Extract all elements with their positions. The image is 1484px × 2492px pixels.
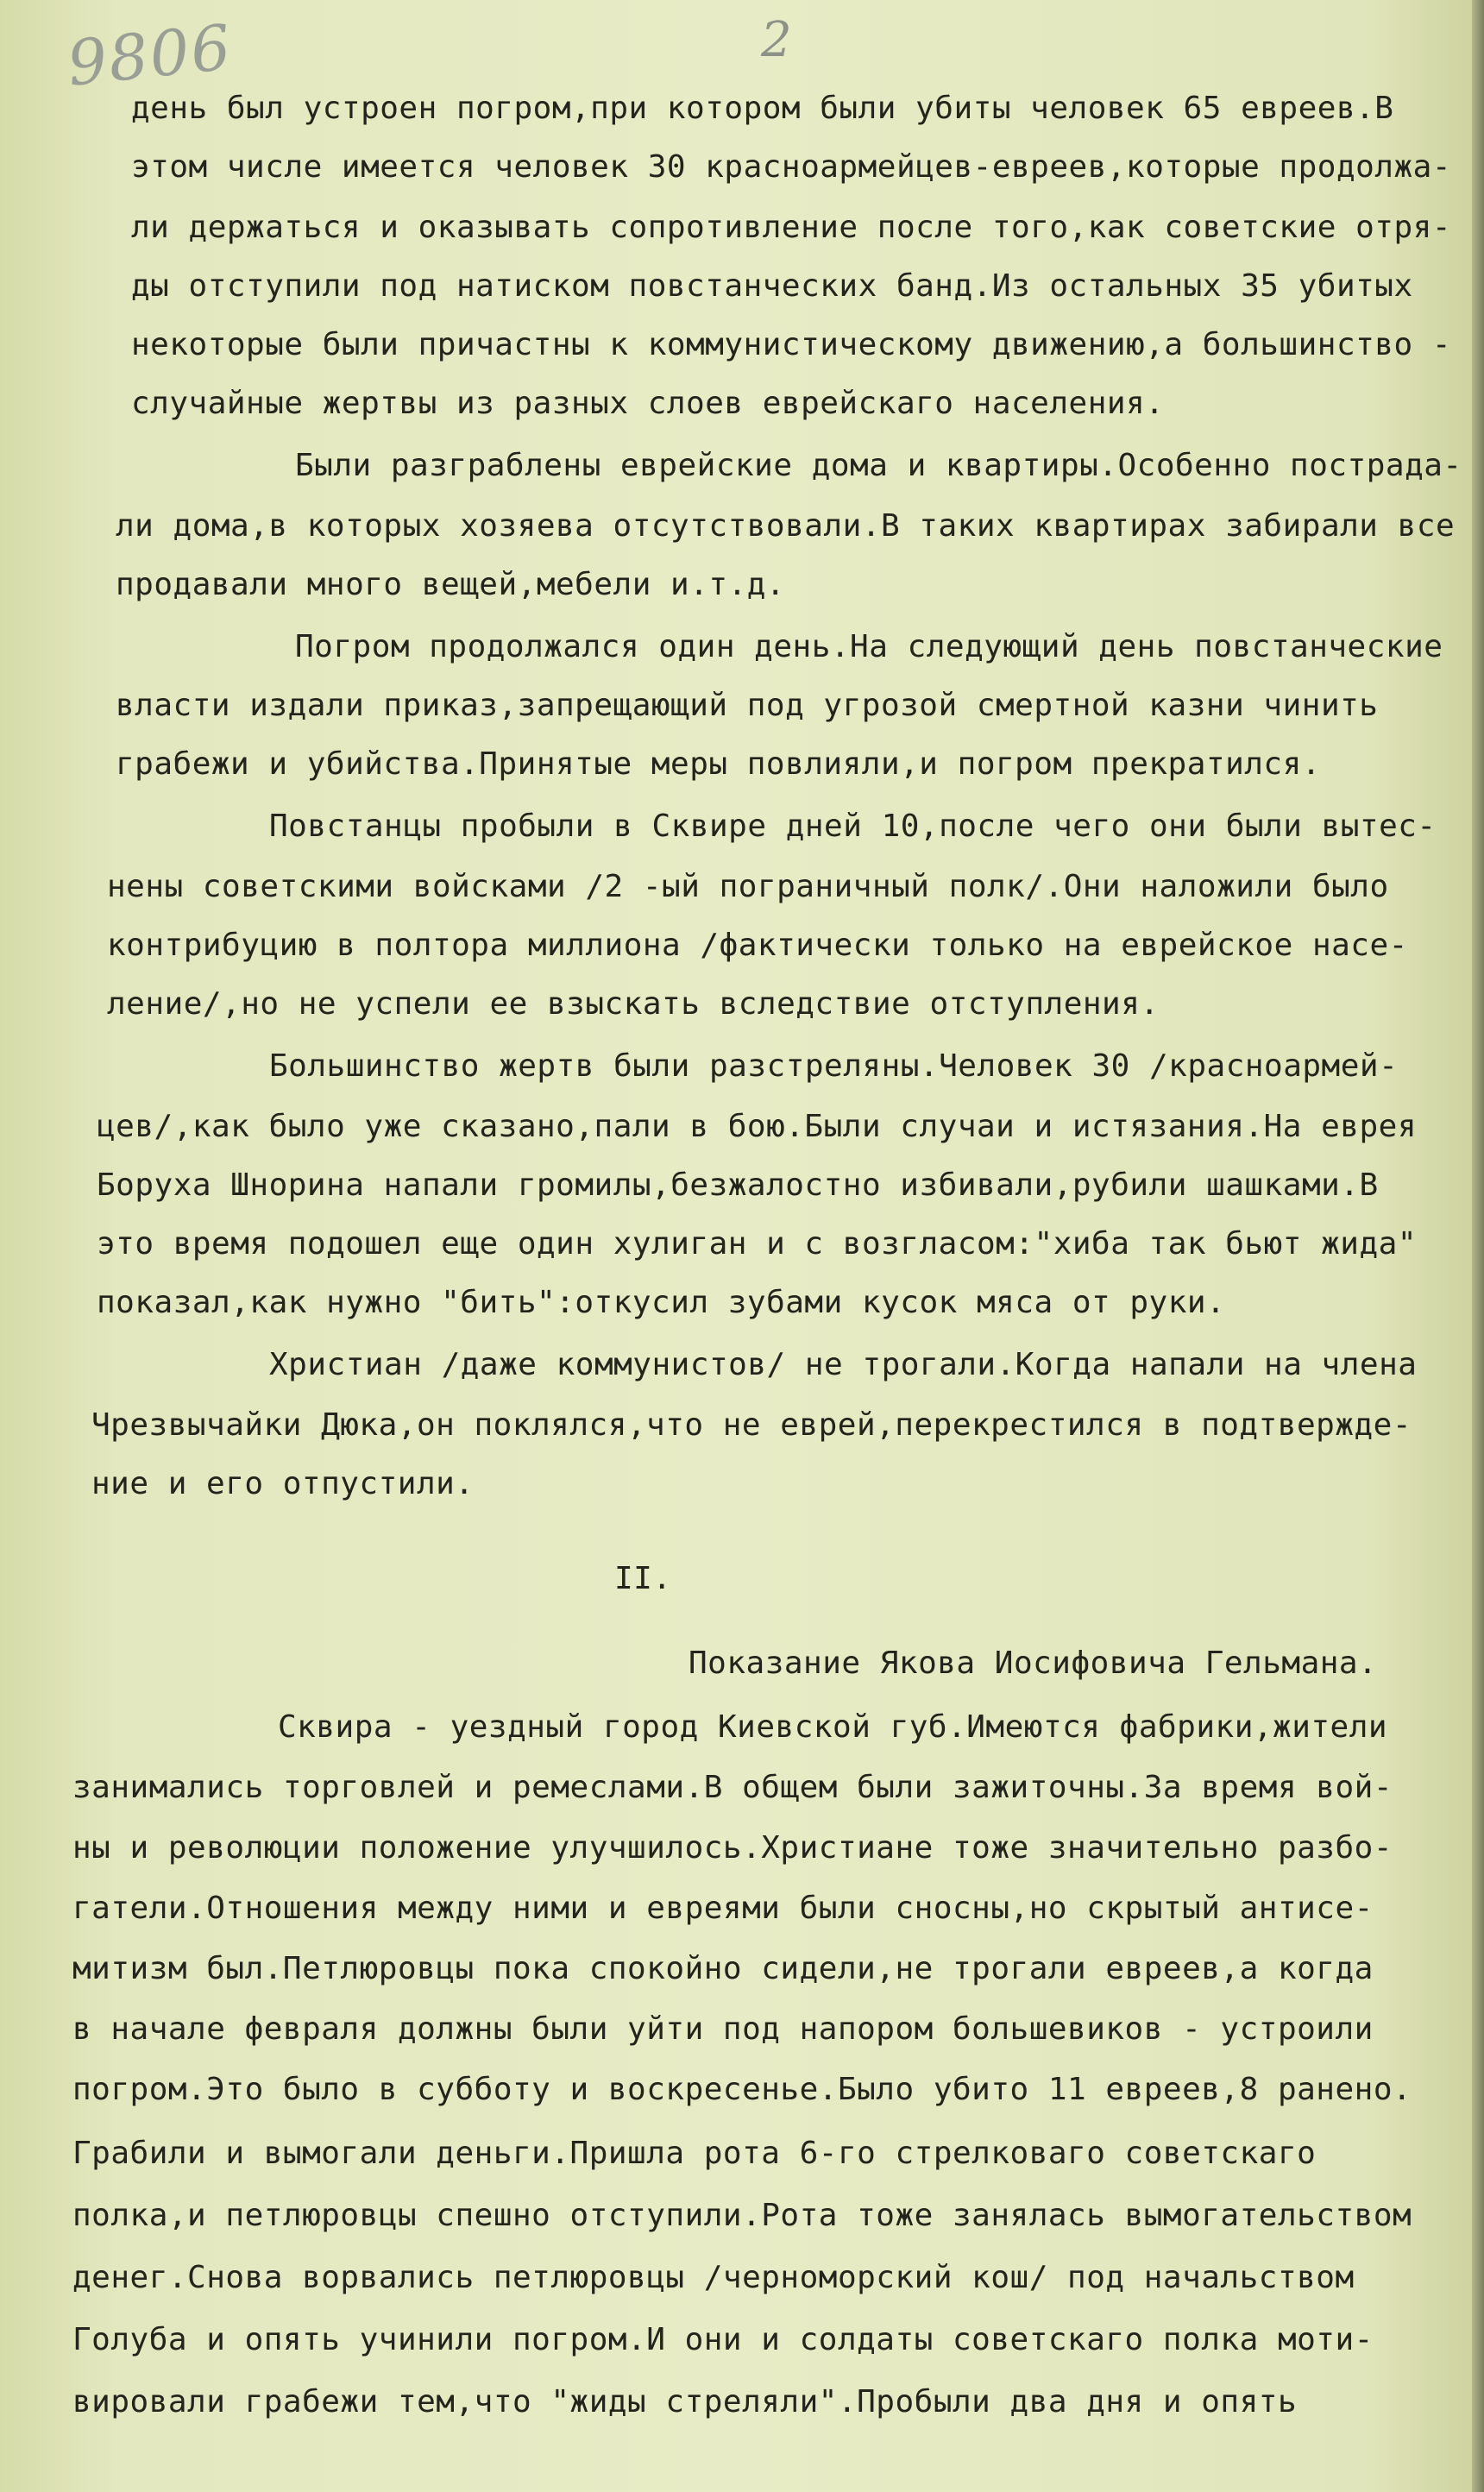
text-line: погром.Это было в субботу и воскресенье.Было убито 11 евреев,8 ранено. <box>72 2072 1412 2107</box>
text-line: цев/,как было уже сказано,пали в бою.Были случаи и истязания.На еврея <box>97 1109 1417 1144</box>
section-number: II. <box>614 1561 672 1596</box>
archive-number: 9806 <box>64 10 236 100</box>
text-line: Были разграблены еврейские дома и квартиры.Особенно пострада- <box>295 448 1462 483</box>
text-line: Голуба и опять учинили погром.И они и солдаты советскаго полка моти- <box>72 2322 1374 2357</box>
page-number: 2 <box>761 12 792 68</box>
text-line: вировали грабежи тем,что "жиды стреляли".Пробыли два дня и опять <box>72 2384 1298 2420</box>
text-line: ли держаться и оказывать сопротивление после того,как советские отря- <box>131 210 1451 245</box>
text-line: грабежи и убийства.Принятые меры повлияли,и погром прекратился. <box>116 746 1321 782</box>
text-line: Сквира - уездный город Киевской губ.Имеются фабрики,жители <box>278 1709 1388 1745</box>
text-line: Большинство жертв были разстреляны.Человек 30 /красноармей- <box>269 1048 1399 1084</box>
text-line: контрибуцию в полтора миллиона /фактически только на еврейское насе- <box>107 928 1408 963</box>
text-line: этом числе имеется человек 30 красноармейцев-евреев,которые продолжа- <box>131 149 1451 185</box>
text-line: Чрезвычайки Дюка,он поклялся,что не еврей,перекрестился в подтвержде- <box>91 1407 1412 1443</box>
text-line: Погром продолжался один день.На следующий день повстанческие <box>295 629 1443 664</box>
text-line: денег.Снова ворвались петлюровцы /черноморский кош/ под начальством <box>72 2260 1355 2295</box>
text-line: ление/,но не успели ее взыскать вследствие отступления. <box>107 986 1160 1022</box>
text-line: власти издали приказ,запрещающий под угрозой смертной казни чинить <box>116 688 1379 723</box>
page-edge-shadow <box>1472 0 1484 2492</box>
text-line: митизм был.Петлюровцы пока спокойно сидели,не трогали евреев,а когда <box>72 1951 1374 1986</box>
text-line: день был устроен погром,при котором были убиты человек 65 евреев.В <box>131 91 1394 126</box>
text-line: Христиан /даже коммунистов/ не трогали.Когда напали на члена <box>269 1347 1418 1382</box>
text-line: показал,как нужно "бить":откусил зубами кусок мяса от руки. <box>97 1285 1226 1320</box>
text-line: ли дома,в которых хозяева отсутствовали.В таких квартирах забирали все <box>116 508 1456 544</box>
text-line: Повстанцы пробыли в Сквире дней 10,после чего они были вытес- <box>269 809 1437 844</box>
text-line: занимались торговлей и ремеслами.В общем были зажиточны.За время вой- <box>72 1770 1393 1805</box>
text-line: некоторые были причастны к коммунистическому движению,а большинство - <box>131 327 1451 362</box>
text-line: случайные жертвы из разных слоев еврейскаго населения. <box>131 386 1165 421</box>
text-line: в начале февраля должны были уйти под напором большевиков - устроили <box>72 2011 1374 2047</box>
text-line: ды отступили под натиском повстанческих банд.Из остальных 35 убитых <box>131 268 1413 304</box>
text-line: продавали много вещей,мебели и.т.д. <box>116 567 786 602</box>
text-line: это время подошел еще один хулиган и с возгласом:"хиба так бьют жида" <box>97 1226 1417 1262</box>
text-line: ны и революции положение улучшилось.Христиане тоже значительно разбо- <box>72 1830 1393 1866</box>
text-line: полка,и петлюровцы спешно отступили.Рота тоже занялась вымогательством <box>72 2198 1412 2233</box>
text-line: ние и его отпустили. <box>91 1466 475 1501</box>
text-line: гатели.Отношения между ними и евреями были сносны,но скрытый антисе- <box>72 1891 1374 1926</box>
text-line: Грабили и вымогали деньги.Пришла рота 6-го стрелковаго советскаго <box>72 2136 1317 2171</box>
text-line: Боруха Шнорина напали громилы,безжалостно избивали,рубили шашками.В <box>97 1167 1379 1203</box>
text-line: нены советскими войсками /2 -ый пограничный полк/.Они наложили было <box>107 869 1389 904</box>
testimony-heading: Показание Якова Иосифовича Гельмана. <box>689 1646 1378 1681</box>
